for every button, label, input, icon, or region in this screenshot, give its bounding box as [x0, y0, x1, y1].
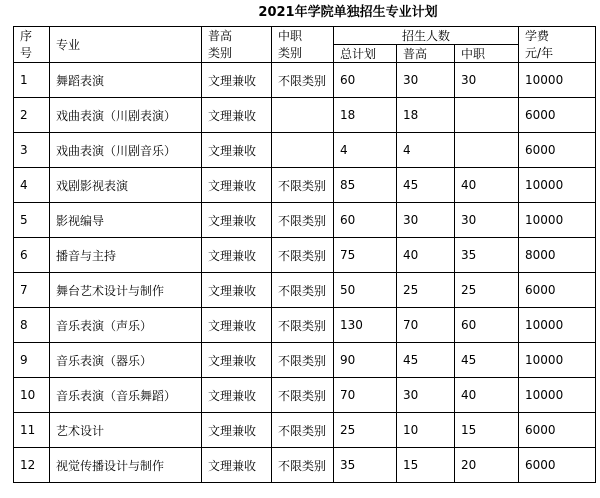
cell-total-plan: 4 [334, 133, 397, 168]
cell-vocational-category: 不限类别 [272, 273, 334, 308]
cell-vocational-category: 不限类别 [272, 308, 334, 343]
cell-general-category: 文理兼收 [202, 168, 272, 203]
cell-seq: 1 [14, 63, 50, 98]
header-seq: 序 号 [14, 27, 50, 63]
cell-general: 40 [397, 238, 455, 273]
cell-vocational: 40 [455, 168, 519, 203]
cell-major: 视觉传播设计与制作 [50, 448, 202, 483]
cell-seq: 4 [14, 168, 50, 203]
cell-tuition: 10000 [519, 378, 596, 413]
cell-general-category: 文理兼收 [202, 63, 272, 98]
cell-vocational: 30 [455, 203, 519, 238]
enrollment-plan-table [13, 26, 596, 483]
cell-seq: 8 [14, 308, 50, 343]
cell-vocational-category: 不限类别 [272, 168, 334, 203]
cell-seq: 9 [14, 343, 50, 378]
cell-general: 70 [397, 308, 455, 343]
table-row [14, 203, 596, 238]
cell-vocational: 15 [455, 413, 519, 448]
cell-general: 10 [397, 413, 455, 448]
cell-vocational [455, 98, 519, 133]
table-row [14, 308, 596, 343]
header-vocational: 中职 [455, 45, 519, 63]
cell-general: 15 [397, 448, 455, 483]
cell-total-plan: 25 [334, 413, 397, 448]
cell-seq: 7 [14, 273, 50, 308]
cell-general-category: 文理兼收 [202, 98, 272, 133]
cell-tuition: 6000 [519, 448, 596, 483]
cell-tuition: 10000 [519, 63, 596, 98]
cell-general-category: 文理兼收 [202, 413, 272, 448]
cell-major: 戏剧影视表演 [50, 168, 202, 203]
cell-total-plan: 35 [334, 448, 397, 483]
table-row [14, 343, 596, 378]
cell-vocational-category: 不限类别 [272, 63, 334, 98]
cell-total-plan: 75 [334, 238, 397, 273]
cell-general: 25 [397, 273, 455, 308]
cell-general-category: 文理兼收 [202, 238, 272, 273]
cell-tuition: 10000 [519, 343, 596, 378]
cell-major: 舞蹈表演 [50, 63, 202, 98]
cell-tuition: 6000 [519, 98, 596, 133]
cell-total-plan: 85 [334, 168, 397, 203]
cell-tuition: 8000 [519, 238, 596, 273]
header-general-category: 普高 类别 [202, 27, 272, 63]
table-row [14, 238, 596, 273]
header-vocational-category: 中职 类别 [272, 27, 334, 63]
cell-major: 音乐表演（声乐） [50, 308, 202, 343]
cell-general: 30 [397, 63, 455, 98]
cell-seq: 6 [14, 238, 50, 273]
table-row [14, 63, 596, 98]
cell-general: 18 [397, 98, 455, 133]
cell-seq: 2 [14, 98, 50, 133]
cell-total-plan: 70 [334, 378, 397, 413]
cell-general-category: 文理兼收 [202, 343, 272, 378]
cell-tuition: 10000 [519, 203, 596, 238]
cell-total-plan: 130 [334, 308, 397, 343]
cell-vocational-category: 不限类别 [272, 448, 334, 483]
cell-general-category: 文理兼收 [202, 133, 272, 168]
header-row-1 [14, 27, 596, 45]
cell-seq: 10 [14, 378, 50, 413]
table-row [14, 98, 596, 133]
cell-total-plan: 50 [334, 273, 397, 308]
cell-seq: 3 [14, 133, 50, 168]
table-row [14, 413, 596, 448]
document-title [0, 0, 600, 26]
cell-total-plan: 18 [334, 98, 397, 133]
title-text: 2021年学院单独招生专业计划 [258, 5, 438, 20]
cell-general-category: 文理兼收 [202, 273, 272, 308]
cell-vocational-category: 不限类别 [272, 413, 334, 448]
header-major: 专业 [50, 27, 202, 63]
cell-general-category: 文理兼收 [202, 378, 272, 413]
cell-general-category: 文理兼收 [202, 448, 272, 483]
cell-vocational-category: 不限类别 [272, 343, 334, 378]
cell-seq: 12 [14, 448, 50, 483]
header-enroll-group: 招生人数 [334, 27, 519, 45]
cell-seq: 11 [14, 413, 50, 448]
table-row [14, 378, 596, 413]
cell-seq: 5 [14, 203, 50, 238]
cell-general-category: 文理兼收 [202, 308, 272, 343]
cell-general-category: 文理兼收 [202, 203, 272, 238]
cell-tuition: 10000 [519, 308, 596, 343]
cell-major: 艺术设计 [50, 413, 202, 448]
cell-general: 45 [397, 343, 455, 378]
cell-vocational: 40 [455, 378, 519, 413]
cell-vocational: 25 [455, 273, 519, 308]
cell-tuition: 6000 [519, 133, 596, 168]
cell-general: 4 [397, 133, 455, 168]
table-row [14, 273, 596, 308]
cell-general: 45 [397, 168, 455, 203]
cell-total-plan: 90 [334, 343, 397, 378]
table-row [14, 168, 596, 203]
cell-tuition: 6000 [519, 273, 596, 308]
cell-major: 戏曲表演（川剧音乐） [50, 133, 202, 168]
cell-general: 30 [397, 378, 455, 413]
cell-major: 播音与主持 [50, 238, 202, 273]
cell-vocational: 45 [455, 343, 519, 378]
cell-total-plan: 60 [334, 203, 397, 238]
cell-vocational-category: 不限类别 [272, 203, 334, 238]
cell-major: 戏曲表演（川剧表演） [50, 98, 202, 133]
cell-general: 30 [397, 203, 455, 238]
cell-major: 音乐表演（器乐） [50, 343, 202, 378]
cell-major: 舞台艺术设计与制作 [50, 273, 202, 308]
cell-vocational: 60 [455, 308, 519, 343]
cell-vocational: 20 [455, 448, 519, 483]
cell-vocational: 35 [455, 238, 519, 273]
cell-vocational-category [272, 98, 334, 133]
header-general: 普高 [397, 45, 455, 63]
cell-major: 音乐表演（音乐舞蹈） [50, 378, 202, 413]
cell-tuition: 10000 [519, 168, 596, 203]
table-row [14, 448, 596, 483]
header-tuition: 学费 元/年 [519, 27, 596, 63]
cell-vocational [455, 133, 519, 168]
cell-vocational-category [272, 133, 334, 168]
cell-vocational-category: 不限类别 [272, 238, 334, 273]
cell-total-plan: 60 [334, 63, 397, 98]
header-total-plan: 总计划 [334, 45, 397, 63]
cell-vocational-category: 不限类别 [272, 378, 334, 413]
cell-major: 影视编导 [50, 203, 202, 238]
table-row [14, 133, 596, 168]
cell-tuition: 6000 [519, 413, 596, 448]
cell-vocational: 30 [455, 63, 519, 98]
